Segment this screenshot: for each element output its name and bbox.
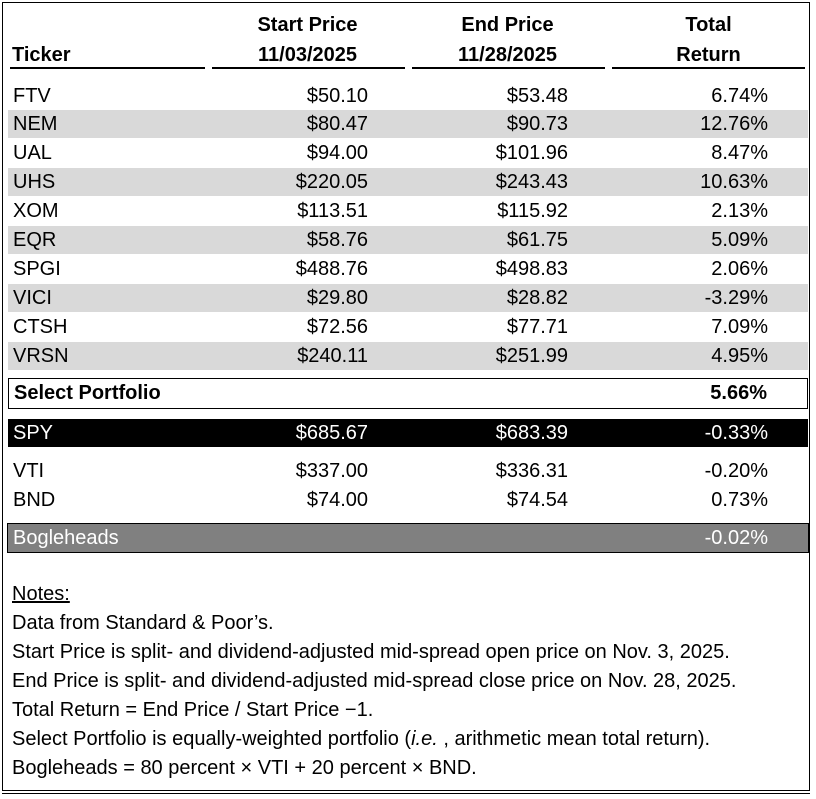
end-price-cell: $498.83 bbox=[495, 258, 568, 280]
notes-line5-pre: Select Portfolio is equally-weighted portfolio ( bbox=[12, 728, 412, 750]
table-row bbox=[8, 168, 808, 196]
header-rule-return bbox=[612, 67, 805, 69]
table-row bbox=[8, 313, 808, 341]
total-return-cell: -0.33% bbox=[704, 422, 768, 444]
select-portfolio-return: 5.66% bbox=[710, 382, 767, 404]
total-return-cell: 10.63% bbox=[700, 171, 768, 193]
ticker-cell: VTI bbox=[13, 460, 45, 482]
ticker-cell: SPGI bbox=[13, 258, 61, 280]
start-price-cell: $80.47 bbox=[306, 113, 368, 135]
bogleheads-label: Bogleheads bbox=[13, 527, 119, 549]
end-price-cell: $115.92 bbox=[497, 200, 568, 222]
header-start-price bbox=[210, 10, 405, 70]
table-row bbox=[8, 342, 808, 370]
notes-line: Data from Standard & Poor’s. bbox=[12, 612, 274, 634]
notes-line5-em: i.e. bbox=[411, 728, 438, 750]
end-price-cell: $243.43 bbox=[495, 171, 568, 193]
ticker-cell: EQR bbox=[13, 229, 57, 251]
start-price-cell: $94.00 bbox=[306, 142, 368, 164]
table-row bbox=[8, 226, 808, 254]
ticker-cell: NEM bbox=[13, 113, 58, 135]
header-start-line1: Start Price bbox=[257, 14, 358, 36]
end-price-cell: $90.73 bbox=[506, 113, 568, 135]
table-row bbox=[8, 255, 808, 283]
notes-title: Notes: bbox=[12, 583, 70, 605]
select-portfolio-label: Select Portfolio bbox=[14, 382, 161, 404]
end-price-cell: $336.31 bbox=[495, 460, 568, 482]
notes-line bbox=[12, 725, 736, 754]
ticker-cell: XOM bbox=[13, 200, 59, 222]
header-rule-start bbox=[212, 67, 405, 69]
total-return-cell: 5.09% bbox=[711, 229, 768, 251]
notes-section bbox=[12, 580, 736, 783]
notes-line: Bogleheads = 80 percent × VTI + 20 percent × BND. bbox=[12, 757, 477, 779]
start-price-cell: $113.51 bbox=[297, 200, 368, 222]
start-price-cell: $72.56 bbox=[306, 316, 368, 338]
total-return-cell: -0.20% bbox=[704, 460, 768, 482]
start-price-cell: $220.05 bbox=[295, 171, 368, 193]
ticker-cell: BND bbox=[13, 489, 56, 511]
header-end-line1: End Price bbox=[461, 14, 554, 36]
start-price-cell: $74.00 bbox=[306, 489, 368, 511]
table-row bbox=[8, 139, 808, 167]
table-row bbox=[8, 197, 808, 225]
header-end-line2: 11/28/2025 bbox=[458, 44, 557, 66]
spy-row bbox=[8, 419, 808, 447]
table-row bbox=[8, 486, 808, 514]
notes-line: Start Price is split- and dividend-adjusted mid-spread open price on Nov. 3, 2025. bbox=[12, 641, 730, 663]
end-price-cell: $251.99 bbox=[495, 345, 568, 367]
header-return-line2: Return bbox=[676, 44, 741, 66]
notes-line5-post: , arithmetic mean total return). bbox=[437, 728, 711, 750]
header-total-return bbox=[612, 10, 805, 70]
start-price-cell: $29.80 bbox=[306, 287, 368, 309]
total-return-cell: 6.74% bbox=[711, 85, 768, 107]
header-ticker: Ticker bbox=[12, 44, 71, 66]
total-return-cell: 4.95% bbox=[711, 345, 768, 367]
start-price-cell: $685.67 bbox=[295, 422, 368, 444]
ticker-cell: VRSN bbox=[13, 345, 69, 367]
notes-line: Total Return = End Price / Start Price −1. bbox=[12, 699, 374, 721]
total-return-cell: 7.09% bbox=[711, 316, 768, 338]
total-return-cell: 2.13% bbox=[711, 200, 768, 222]
end-price-cell: $101.96 bbox=[495, 142, 568, 164]
bottom-rule bbox=[2, 793, 810, 794]
end-price-cell: $53.48 bbox=[506, 85, 568, 107]
select-portfolio-row bbox=[8, 378, 808, 409]
table-row bbox=[8, 284, 808, 312]
header-start-line2: 11/03/2025 bbox=[258, 44, 357, 66]
start-price-cell: $488.76 bbox=[295, 258, 368, 280]
end-price-cell: $683.39 bbox=[495, 422, 568, 444]
table-row bbox=[8, 82, 808, 110]
table-row bbox=[8, 457, 808, 485]
header-rule-ticker bbox=[10, 67, 205, 69]
ticker-cell: VICI bbox=[13, 287, 52, 309]
start-price-cell: $58.76 bbox=[306, 229, 368, 251]
ticker-cell: FTV bbox=[13, 85, 51, 107]
header-return-line1: Total bbox=[685, 14, 732, 36]
end-price-cell: $74.54 bbox=[506, 489, 568, 511]
end-price-cell: $61.75 bbox=[506, 229, 568, 251]
ticker-cell: SPY bbox=[13, 422, 54, 444]
ticker-cell: UHS bbox=[13, 171, 56, 193]
header-end-price bbox=[410, 10, 605, 70]
start-price-cell: $240.11 bbox=[297, 345, 368, 367]
notes-line: End Price is split- and dividend-adjusted mid-spread close price on Nov. 28, 2025. bbox=[12, 670, 737, 692]
ticker-cell: UAL bbox=[13, 142, 52, 164]
total-return-cell: 8.47% bbox=[711, 142, 768, 164]
end-price-cell: $28.82 bbox=[506, 287, 568, 309]
header-rule-end bbox=[412, 67, 605, 69]
total-return-cell: 2.06% bbox=[711, 258, 768, 280]
bogleheads-return: -0.02% bbox=[704, 527, 768, 549]
end-price-cell: $77.71 bbox=[506, 316, 568, 338]
table-row bbox=[8, 110, 808, 138]
ticker-cell: CTSH bbox=[13, 316, 68, 338]
total-return-cell: 12.76% bbox=[700, 113, 768, 135]
total-return-cell: 0.73% bbox=[711, 489, 768, 511]
total-return-cell: -3.29% bbox=[704, 287, 768, 309]
bogleheads-row bbox=[8, 524, 808, 552]
start-price-cell: $337.00 bbox=[295, 460, 368, 482]
start-price-cell: $50.10 bbox=[306, 85, 368, 107]
